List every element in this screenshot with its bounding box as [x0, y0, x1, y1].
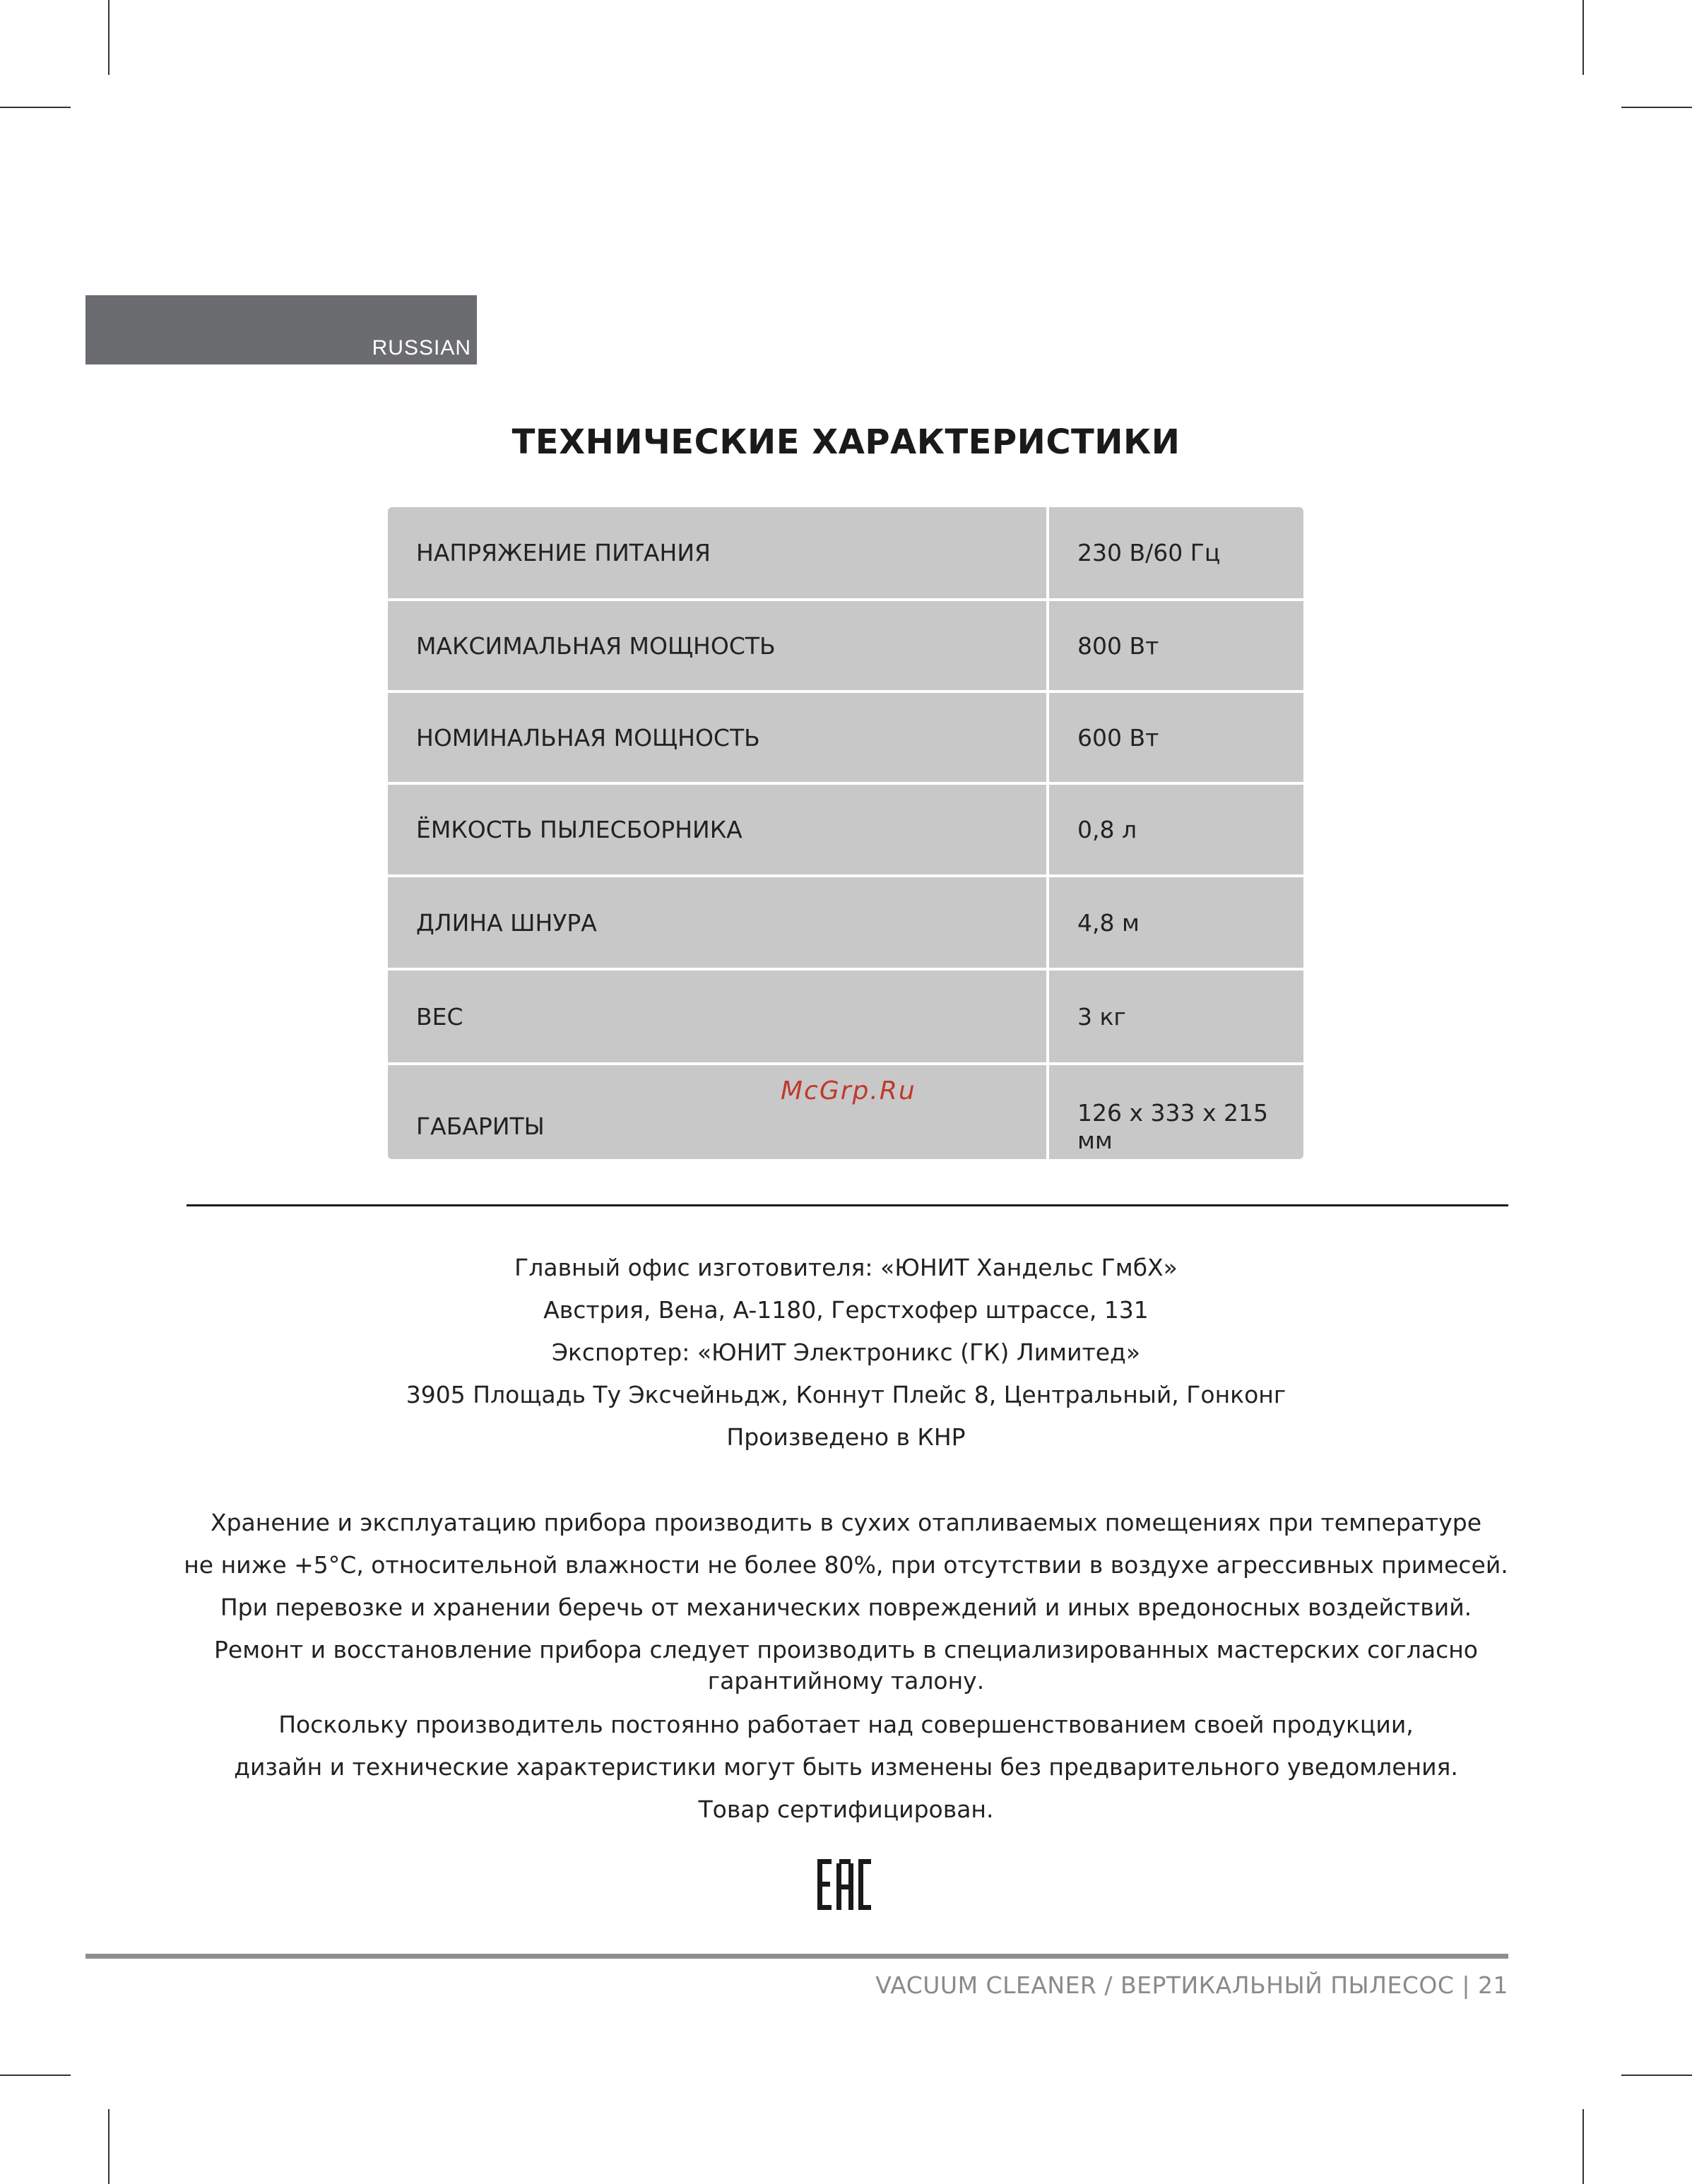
- spec-row: [388, 507, 1303, 601]
- crop-mark: [1621, 2075, 1692, 2076]
- spec-name: ГАБАРИТЫ: [388, 1065, 1049, 1159]
- page-footer: VACUUM CLEANER / ВЕРТИКАЛЬНЫЙ ПЫЛЕСОС | 21: [875, 1971, 1508, 1999]
- note-line: Поскольку производитель постоянно работает над совершенствованием своей продукции,: [278, 1711, 1414, 1738]
- spec-name: ЁМКОСТЬ ПЫЛЕСБОРНИКА: [388, 785, 1049, 874]
- page-title: ТЕХНИЧЕСКИЕ ХАРАКТЕРИСТИКИ: [511, 422, 1181, 462]
- spec-row: [388, 601, 1303, 693]
- crop-mark: [1582, 0, 1584, 75]
- manufacturer-line: Австрия, Вена, A-1180, Герстхофер штрассе, 131: [543, 1296, 1149, 1324]
- note-line: Товар сертифицирован.: [698, 1796, 994, 1823]
- crop-mark: [1621, 107, 1692, 108]
- spec-name: ВЕС: [388, 971, 1049, 1062]
- spec-name: ДЛИНА ШНУРА: [388, 877, 1049, 968]
- crop-mark: [0, 107, 71, 108]
- language-tab: [85, 295, 477, 364]
- spec-value: 126 x 333 x 215 мм: [1077, 1098, 1268, 1154]
- spec-row: [388, 693, 1303, 785]
- watermark: McGrp.Ru: [781, 1076, 916, 1105]
- spec-row: [388, 785, 1303, 877]
- manufacturer-line: Экспортер: «ЮНИТ Электроникс (ГК) Лимитед»: [551, 1339, 1141, 1366]
- crop-mark: [0, 2075, 71, 2076]
- note-line: При перевозке и хранении беречь от механических повреждений и иных вредоносных воздействий.: [220, 1594, 1472, 1621]
- note-line: Хранение и эксплуатацию прибора производить в сухих отапливаемых помещениях при температуре: [210, 1509, 1482, 1536]
- note-line: не ниже +5°С, относительной влажности не более 80%, при отсутствии в воздухе агрессивных примесей.: [184, 1551, 1508, 1579]
- spec-name: МАКСИМАЛЬНАЯ МОЩНОСТЬ: [388, 601, 1049, 690]
- crop-mark: [108, 0, 110, 75]
- spec-value: 230 В/60 Гц: [1077, 539, 1221, 566]
- spec-value: 800 Вт: [1077, 631, 1159, 660]
- spec-value: 3 кг: [1077, 1002, 1126, 1031]
- note-line: гарантийному талону.: [707, 1667, 985, 1695]
- spec-value: 4,8 м: [1077, 908, 1140, 937]
- spec-row: [388, 971, 1303, 1065]
- spec-name: НАПРЯЖЕНИЕ ПИТАНИЯ: [388, 507, 1049, 598]
- spec-value: 600 Вт: [1077, 723, 1159, 752]
- crop-mark: [1582, 2109, 1584, 2184]
- eac-mark-icon: [816, 1858, 872, 1911]
- note-line: дизайн и технические характеристики могут быть изменены без предварительного уведомления.: [234, 1753, 1458, 1781]
- manufacturer-line: Произведено в КНР: [726, 1423, 966, 1451]
- manufacturer-line: Главный офис изготовителя: «ЮНИТ Хандельс ГмбХ»: [514, 1254, 1178, 1281]
- footer-divider: [85, 1954, 1508, 1959]
- divider: [187, 1204, 1508, 1206]
- crop-mark: [108, 2109, 110, 2184]
- manufacturer-line: 3905 Площадь Ту Эксчейньдж, Коннут Плейс 8, Центральный, Гонконг: [406, 1381, 1286, 1408]
- language-tab-label: RUSSIAN: [372, 336, 471, 360]
- spec-row: [388, 877, 1303, 971]
- spec-name: НОМИНАЛЬНАЯ МОЩНОСТЬ: [388, 693, 1049, 782]
- note-line: Ремонт и восстановление прибора следует производить в специализированных мастерских согласно: [214, 1636, 1478, 1663]
- spec-table: [388, 507, 1303, 1159]
- spec-value: 0,8 л: [1077, 816, 1137, 843]
